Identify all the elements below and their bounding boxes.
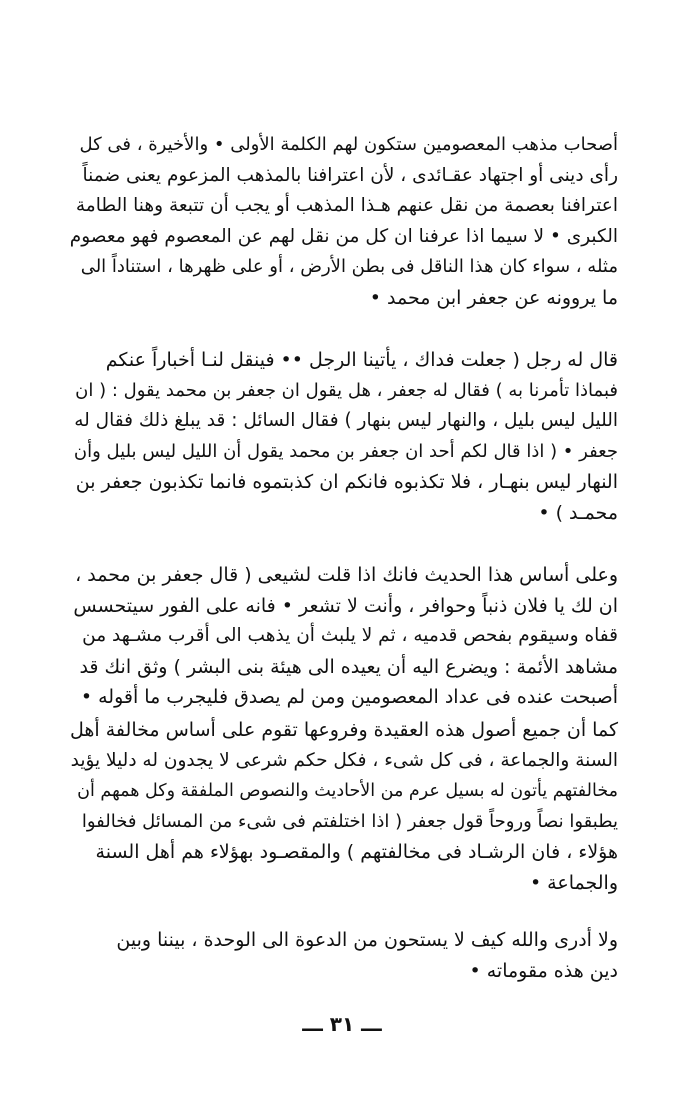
text-line: أصبحت عنده فى عداد المعصومين ومن لم يصدق فليجرب ما أقوله • xyxy=(80,686,618,709)
text-line: الليل ليس بليل ، والنهار ليس بنهار ) فقال السائل : قد يبلغ ذلك فقال له xyxy=(74,410,618,432)
page-number: ـــ ٣١ ـــ xyxy=(302,1012,382,1036)
text-line: ان لك يا فلان ذنباً وحوافر ، وأنت لا تشعر • فانه على الفور سيتحسس xyxy=(73,594,618,617)
paragraph-1 xyxy=(70,130,618,314)
text-line: مثله ، سواء كان هذا الناقل فى بطن الأرض ، أو على ظهرها ، استناداً الى xyxy=(80,256,618,278)
text-line: كما أن جميع أصول هذه العقيدة وفروعها تقوم على أساس مخالفة أهل xyxy=(70,719,618,741)
text-line: الكبرى • لا سيما اذا عرفنا ان كل من نقل لهم عن المعصوم فهو معصوم xyxy=(69,225,618,247)
text-line: مشاهد الأئمة : ويضرع اليه أن يعيده الى هيئة بنى البشر ) وثق انك قد xyxy=(79,655,618,678)
text-line: اعترافنا بعصمة من نقل عنهم هـذا المذهب أو يجب أن تتبعة وهنا الطامة xyxy=(75,195,618,217)
text-line: أصحاب مذهب المعصومين ستكون لهم الكلمة الأولى • والأخيرة ، فى كل xyxy=(79,134,618,155)
text-line: قال له رجل ( جعلت فداك ، يأتينا الرجل •• فينقل لنـا أخباراً عنكم xyxy=(105,349,618,371)
text-line: يطبقوا نصاً وروحاً قول جعفر ( اذا اختلفتم فى شىء من المسائل فخالفوا xyxy=(81,810,618,832)
text-line: محمـد ) • xyxy=(538,501,618,524)
text-line: هؤلاء ، فان الرشـاد فى مخالفتهم ) والمقصـود بهؤلاء هم أهل السنة xyxy=(95,841,618,864)
paragraph-5 xyxy=(70,925,618,986)
text-line: دين هذه مقوماته • xyxy=(469,959,618,982)
text-line: رأى دينى أو اجتهاد عقـائدى ، لأن اعترافنا بالمذهب المزعوم يعنى ضمناً xyxy=(82,164,618,186)
text-line: قفاه وسيقوم بفحص قدميه ، ثم لا يلبث أن يذهب الى أقرب مشـهد من xyxy=(82,625,618,647)
paragraph-3 xyxy=(70,560,618,713)
text-line: مخالفتهم يأتون له بسيل عرم من الأحاديث والنصوص الملفقة وكل همهم أن xyxy=(77,781,618,802)
paragraph-2 xyxy=(70,345,618,529)
text-line: وعلى أساس هذا الحديث فانك اذا قلت لشيعى ( قال جعفر بن محمد ، xyxy=(75,564,618,586)
text-line: والجماعة • xyxy=(529,871,618,894)
text-line: ولا أدرى والله كيف لا يستحون من الدعوة الى الوحدة ، بيننا وبين xyxy=(116,929,618,951)
text-line: فبماذا تأمرنا به ) فقال له جعفر ، هل يقول ان جعفر بن محمد يقول : ( ان xyxy=(75,379,618,401)
text-line: النهار ليس بنهـار ، فلا تكذبوه فانكم ان كذبتموه فانما تكذبون جعفر بن xyxy=(75,471,618,494)
text-line: السنة والجماعة ، فى كل شىء ، فكل حكم شرعى لا يجدون له دليلا يؤيد xyxy=(70,749,618,771)
text-line: ما يروونه عن جعفر ابن محمد • xyxy=(369,286,618,309)
text-line: جعفر • ( اذا قال لكم أحد ان جعفر بن محمد يقول أن الليل ليس بليل وأن xyxy=(73,440,618,462)
paragraph-4 xyxy=(70,715,618,899)
